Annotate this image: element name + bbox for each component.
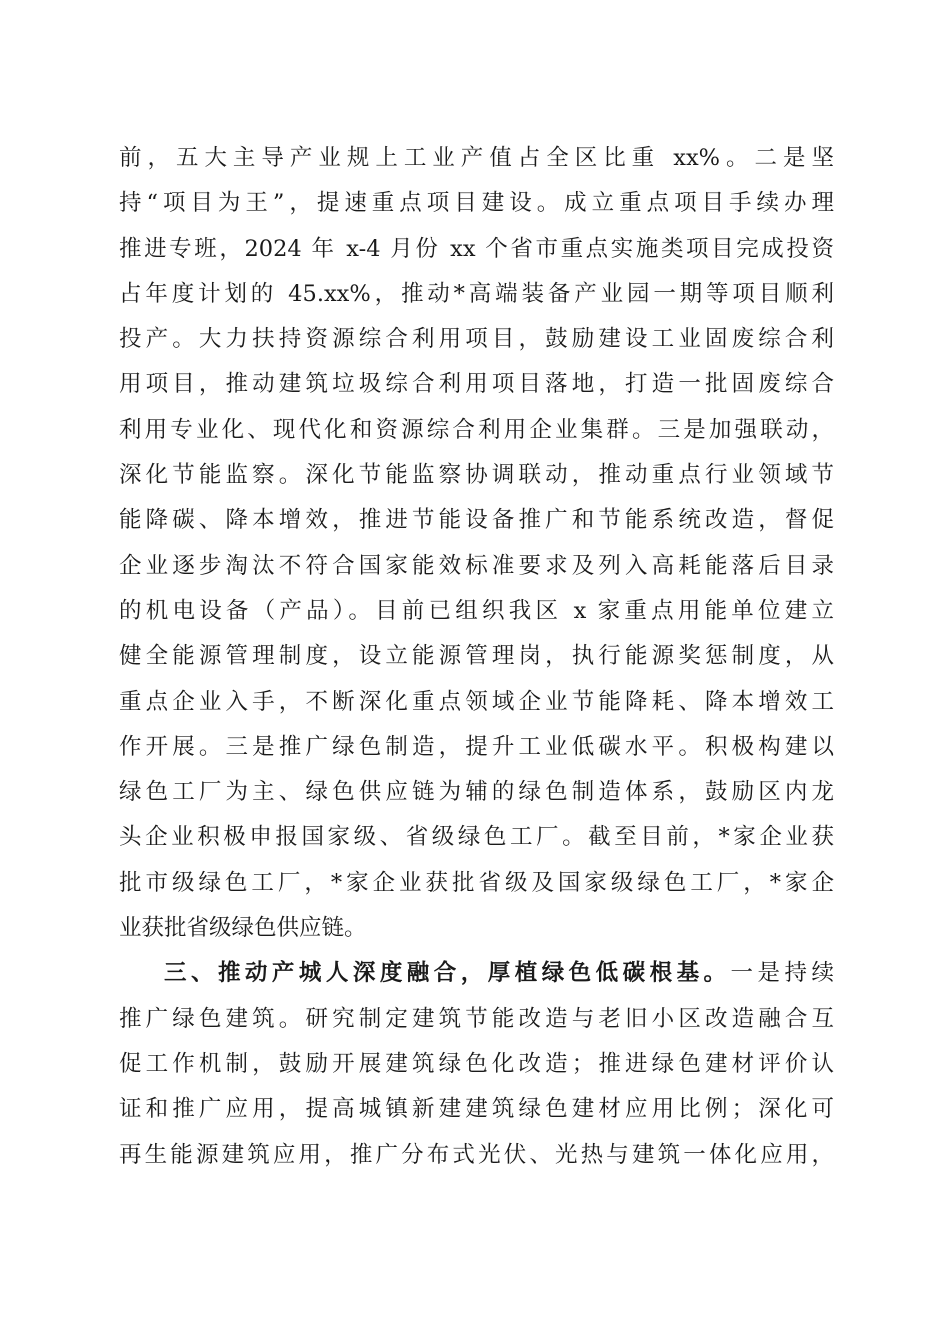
paragraph-line: 占年度计划的 45.xx%，推动*高端装备产业园一期等项目顺利	[119, 280, 834, 307]
paragraph-line: 绿色工厂为主、绿色供应链为辅的绿色制造体系，鼓励区内龙	[119, 779, 834, 806]
paragraph-line: 头企业积极申报国家级、省级绿色工厂。截至目前，*家企业获	[119, 824, 834, 851]
paragraph-line: 促工作机制，鼓励开展建筑绿色化改造；推进绿色建材评价认	[119, 1050, 834, 1077]
paragraph-line: 前，五大主导产业规上工业产值占全区比重 xx%。二是坚	[119, 145, 834, 171]
paragraph-line: 推广绿色建筑。研究制定建筑节能改造与老旧小区改造融合互	[119, 1005, 834, 1032]
section-heading: 三、推动产城人深度融合，厚植绿色低碳根基。	[164, 960, 731, 987]
paragraph-line: 用项目，推动建筑垃圾综合利用项目落地，打造一批固废综合	[119, 371, 834, 398]
paragraph-line: 业获批省级绿色供应链。	[119, 915, 367, 942]
paragraph-line: 证和推广应用，提高城镇新建建筑绿色建材应用比例；深化可	[119, 1096, 834, 1123]
paragraph-line: 深化节能监察。深化节能监察协调联动，推动重点行业领域节	[119, 462, 834, 489]
paragraph-line: 的机电设备（产品）。目前已组织我区 x 家重点用能单位建立	[119, 597, 834, 624]
section-heading-line	[119, 951, 834, 996]
paragraph-line: 投产。大力扶持资源综合利用项目，鼓励建设工业固废综合利	[119, 326, 834, 353]
paragraph-line: 健全能源管理制度，设立能源管理岗，执行能源奖惩制度，从	[119, 643, 834, 670]
paragraph-line: 持“项目为王”，提速重点项目建设。成立重点项目手续办理	[119, 190, 834, 217]
paragraph-line: 企业逐步淘汰不符合国家能效标准要求及列入高耗能落后目录	[119, 552, 834, 579]
paragraph-line: 作开展。三是推广绿色制造，提升工业低碳水平。积极构建以	[119, 733, 834, 760]
paragraph-line: 推进专班，2024 年 x-4 月份 xx 个省市重点实施类项目完成投资	[119, 235, 834, 262]
section-first-line-text: 一是持续	[730, 960, 834, 987]
paragraph-line: 批市级绿色工厂，*家企业获批省级及国家级绿色工厂，*家企	[119, 869, 834, 896]
paragraph-line: 利用专业化、现代化和资源综合利用企业集群。三是加强联动，	[119, 416, 834, 443]
paragraph-line: 重点企业入手，不断深化重点领域企业节能降耗、降本增效工	[119, 688, 834, 715]
body-text	[119, 136, 834, 1178]
paragraph-line: 再生能源建筑应用，推广分布式光伏、光热与建筑一体化应用，	[119, 1141, 834, 1168]
paragraph-line: 能降碳、降本增效，推进节能设备推广和节能系统改造，督促	[119, 507, 834, 534]
